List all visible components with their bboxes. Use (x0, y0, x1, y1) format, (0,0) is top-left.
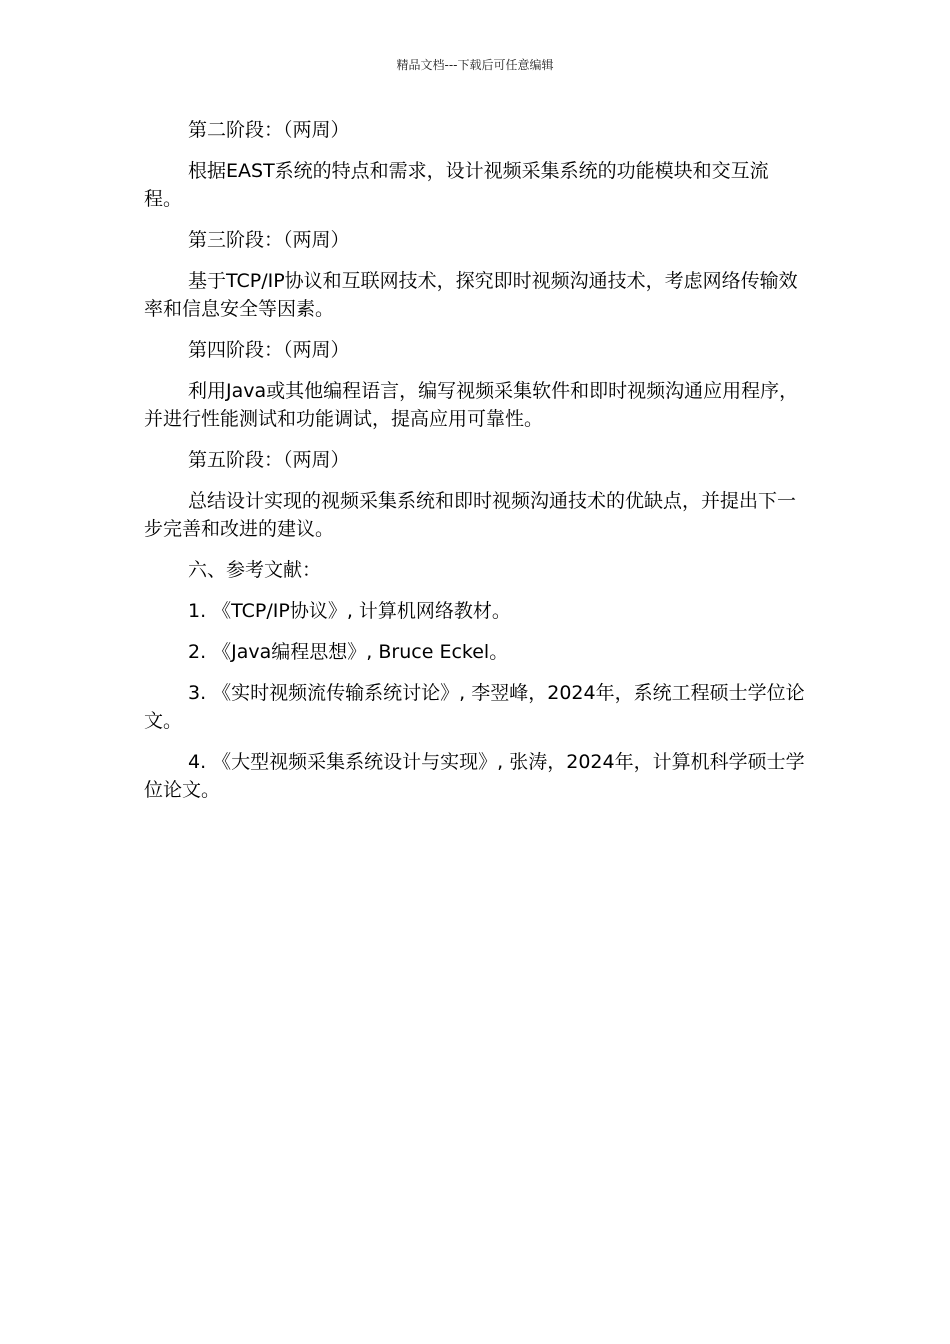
stage-5-heading: 第五阶段：（两周） (188, 449, 350, 471)
stage-4-description: 利用Java或其他编程语言，编写视频采集软件和即时视频沟通应用程序，并进行性能测试和功能调试，提高应用可靠性。 (144, 380, 799, 430)
reference-item-2: 2. 《Java编程思想》, Bruce Eckel。 (188, 641, 509, 663)
stage-5-description: 总结设计实现的视频采集系统和即时视频沟通技术的优缺点，并提出下一步完善和改进的建议。 (144, 490, 797, 540)
stage-2-description: 根据EAST系统的特点和需求，设计视频采集系统的功能模块和交互流程。 (144, 160, 769, 210)
page-header: 精品文档---下载后可任意编辑 (396, 58, 554, 72)
references-heading: 六、参考文献： (188, 559, 322, 581)
stage-3-heading: 第三阶段：（两周） (188, 229, 350, 251)
stage-3-description: 基于TCP/IP协议和互联网技术，探究即时视频沟通技术，考虑网络传输效率和信息安全等因素。 (144, 270, 798, 320)
reference-item-3: 3. 《实时视频流传输系统讨论》, 李翌峰，2024年，系统工程硕士学位论文。 (144, 682, 805, 732)
reference-item-1: 1. 《TCP/IP协议》, 计算机网络教材。 (188, 600, 511, 622)
stage-2-heading: 第二阶段：（两周） (188, 119, 350, 141)
document-body (144, 116, 806, 817)
stage-4-heading: 第四阶段：（两周） (188, 339, 350, 361)
reference-item-4: 4. 《大型视频采集系统设计与实现》, 张涛，2024年，计算机科学硕士学位论文。 (144, 751, 805, 801)
